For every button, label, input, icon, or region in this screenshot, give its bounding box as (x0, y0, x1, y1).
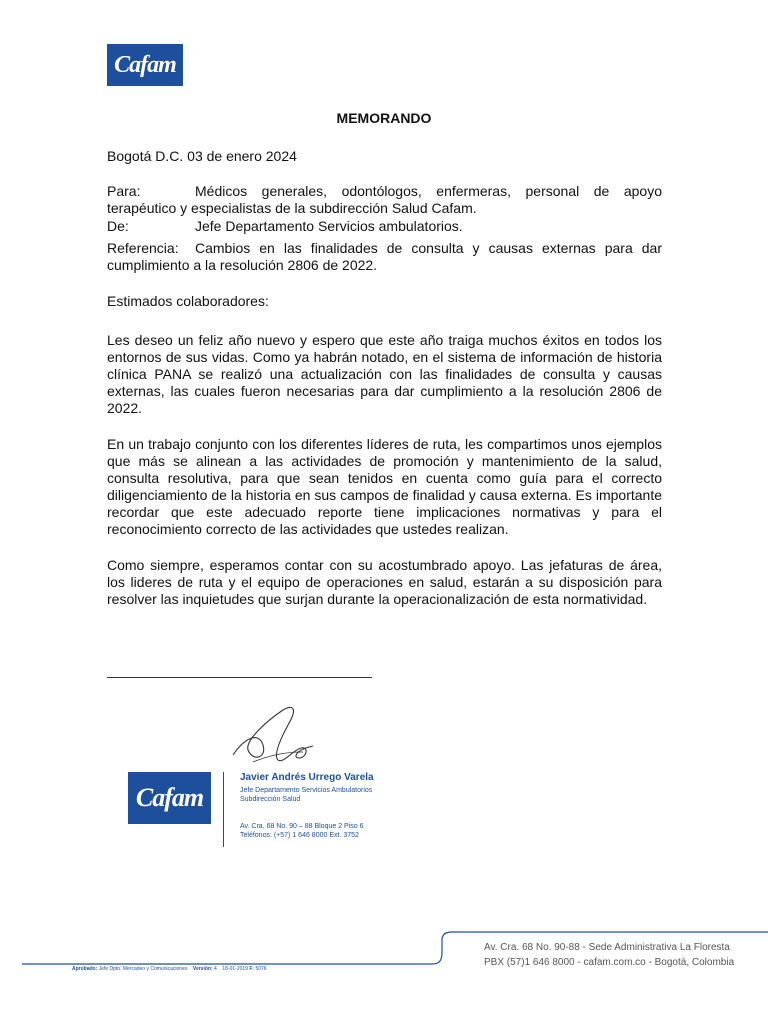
de-line (107, 218, 662, 235)
signature-divider (223, 772, 224, 847)
signer-name: Javier Andrés Urrego Varela (240, 772, 374, 783)
de-text: Jefe Departamento Servicios ambulatorios. (195, 218, 463, 234)
logo-text: Cafam (135, 783, 204, 812)
signer-department: Subdirección Salud (240, 796, 301, 803)
footer-approval (72, 966, 267, 972)
para-text: Médicos generales, odontólogos, enfermeras, personal de apoyo (195, 183, 662, 199)
footer-address: Av. Cra. 68 No. 90-88 - Sede Administrativa La Floresta (484, 942, 730, 953)
cafam-logo (107, 44, 183, 86)
para-text-cont: terapéutico y especialistas de la subdirección Salud Cafam. (107, 200, 477, 216)
f-value: 5076 (255, 966, 267, 972)
approved-value: Jefe Dpto. Mercadeo y Comunicaciones (98, 966, 188, 972)
ref-text: Cambios en las finalidades de consulta y causas externas para dar (195, 240, 662, 256)
date-code: 18-01-2019 (222, 966, 248, 972)
memo-title: MEMORANDO (336, 110, 432, 126)
handwritten-signature (223, 700, 333, 770)
signer-role-title: Jefe Departamento Servicios Ambulatorios (240, 787, 373, 794)
signer-address: Av. Cra. 68 No. 90 – 88 Bloque 2 Piso 6 (240, 823, 364, 830)
paragraph-2: En un trabajo conjunto con los diferentes líderes de ruta, les compartimos unos ejemplos que más se alinean a las actividades de promoción y mantenimiento de la salud, consulta resolutiva, para que sean tenidos en cuenta como guía para el correcto diligenciamiento de la historia en sus campos de finalidad y causa externa. Es importante recordar que este adecuado reporte tiene implicaciones normativas y para el reconocimiento correcto de las actividades que ustedes realizan. (107, 436, 662, 537)
cafam-logo-signature (128, 772, 211, 824)
signer-role (240, 786, 372, 804)
ref-text-cont: cumplimiento a la resolución 2806 de 2022. (107, 257, 378, 273)
signature-line (107, 677, 372, 678)
f-label: F: (249, 966, 255, 972)
version-value: 4 (214, 966, 217, 972)
para-line (107, 183, 662, 200)
signer-contact (240, 822, 363, 840)
ref-label: Referencia: (107, 240, 179, 256)
de-label: De: (107, 218, 129, 234)
signer-phone: Teléfonos: (+57) 1 646 8000 Ext. 3752 (240, 832, 359, 839)
logo-text: Cafam (114, 51, 176, 78)
signature-block (128, 700, 400, 860)
paragraph-1: Les deseo un feliz año nuevo y espero que este año traiga muchos éxitos en todos los entornos de sus vidas. Como ya habrán notado, en el sistema de información de historia clínica PANA se realizó una actualización con las finalidades de consulta y causas externas, las cuales fueron necesarias para dar cumplimiento a la resolución 2806 de 2022. (107, 332, 662, 416)
approved-label: Aprobado: (72, 966, 98, 972)
date-line: Bogotá D.C. 03 de enero 2024 (107, 148, 297, 164)
ref-line (107, 240, 662, 257)
para-label: Para: (107, 183, 141, 199)
footer-contact (484, 940, 734, 970)
paragraph-3: Como siempre, esperamos contar con su acostumbrado apoyo. Las jefaturas de área, los lideres de ruta y el equipo de operaciones en salud, estarán a su disposición para resolver las inquietudes que surjan durante la operacionalización de esta normatividad. (107, 557, 662, 607)
version-label: Versión: (192, 966, 213, 972)
greeting: Estimados colaboradores: (107, 293, 269, 309)
footer-phone-web: PBX (57)1 646 8000 - cafam.com.co - Bogotá, Colombia (484, 957, 735, 968)
